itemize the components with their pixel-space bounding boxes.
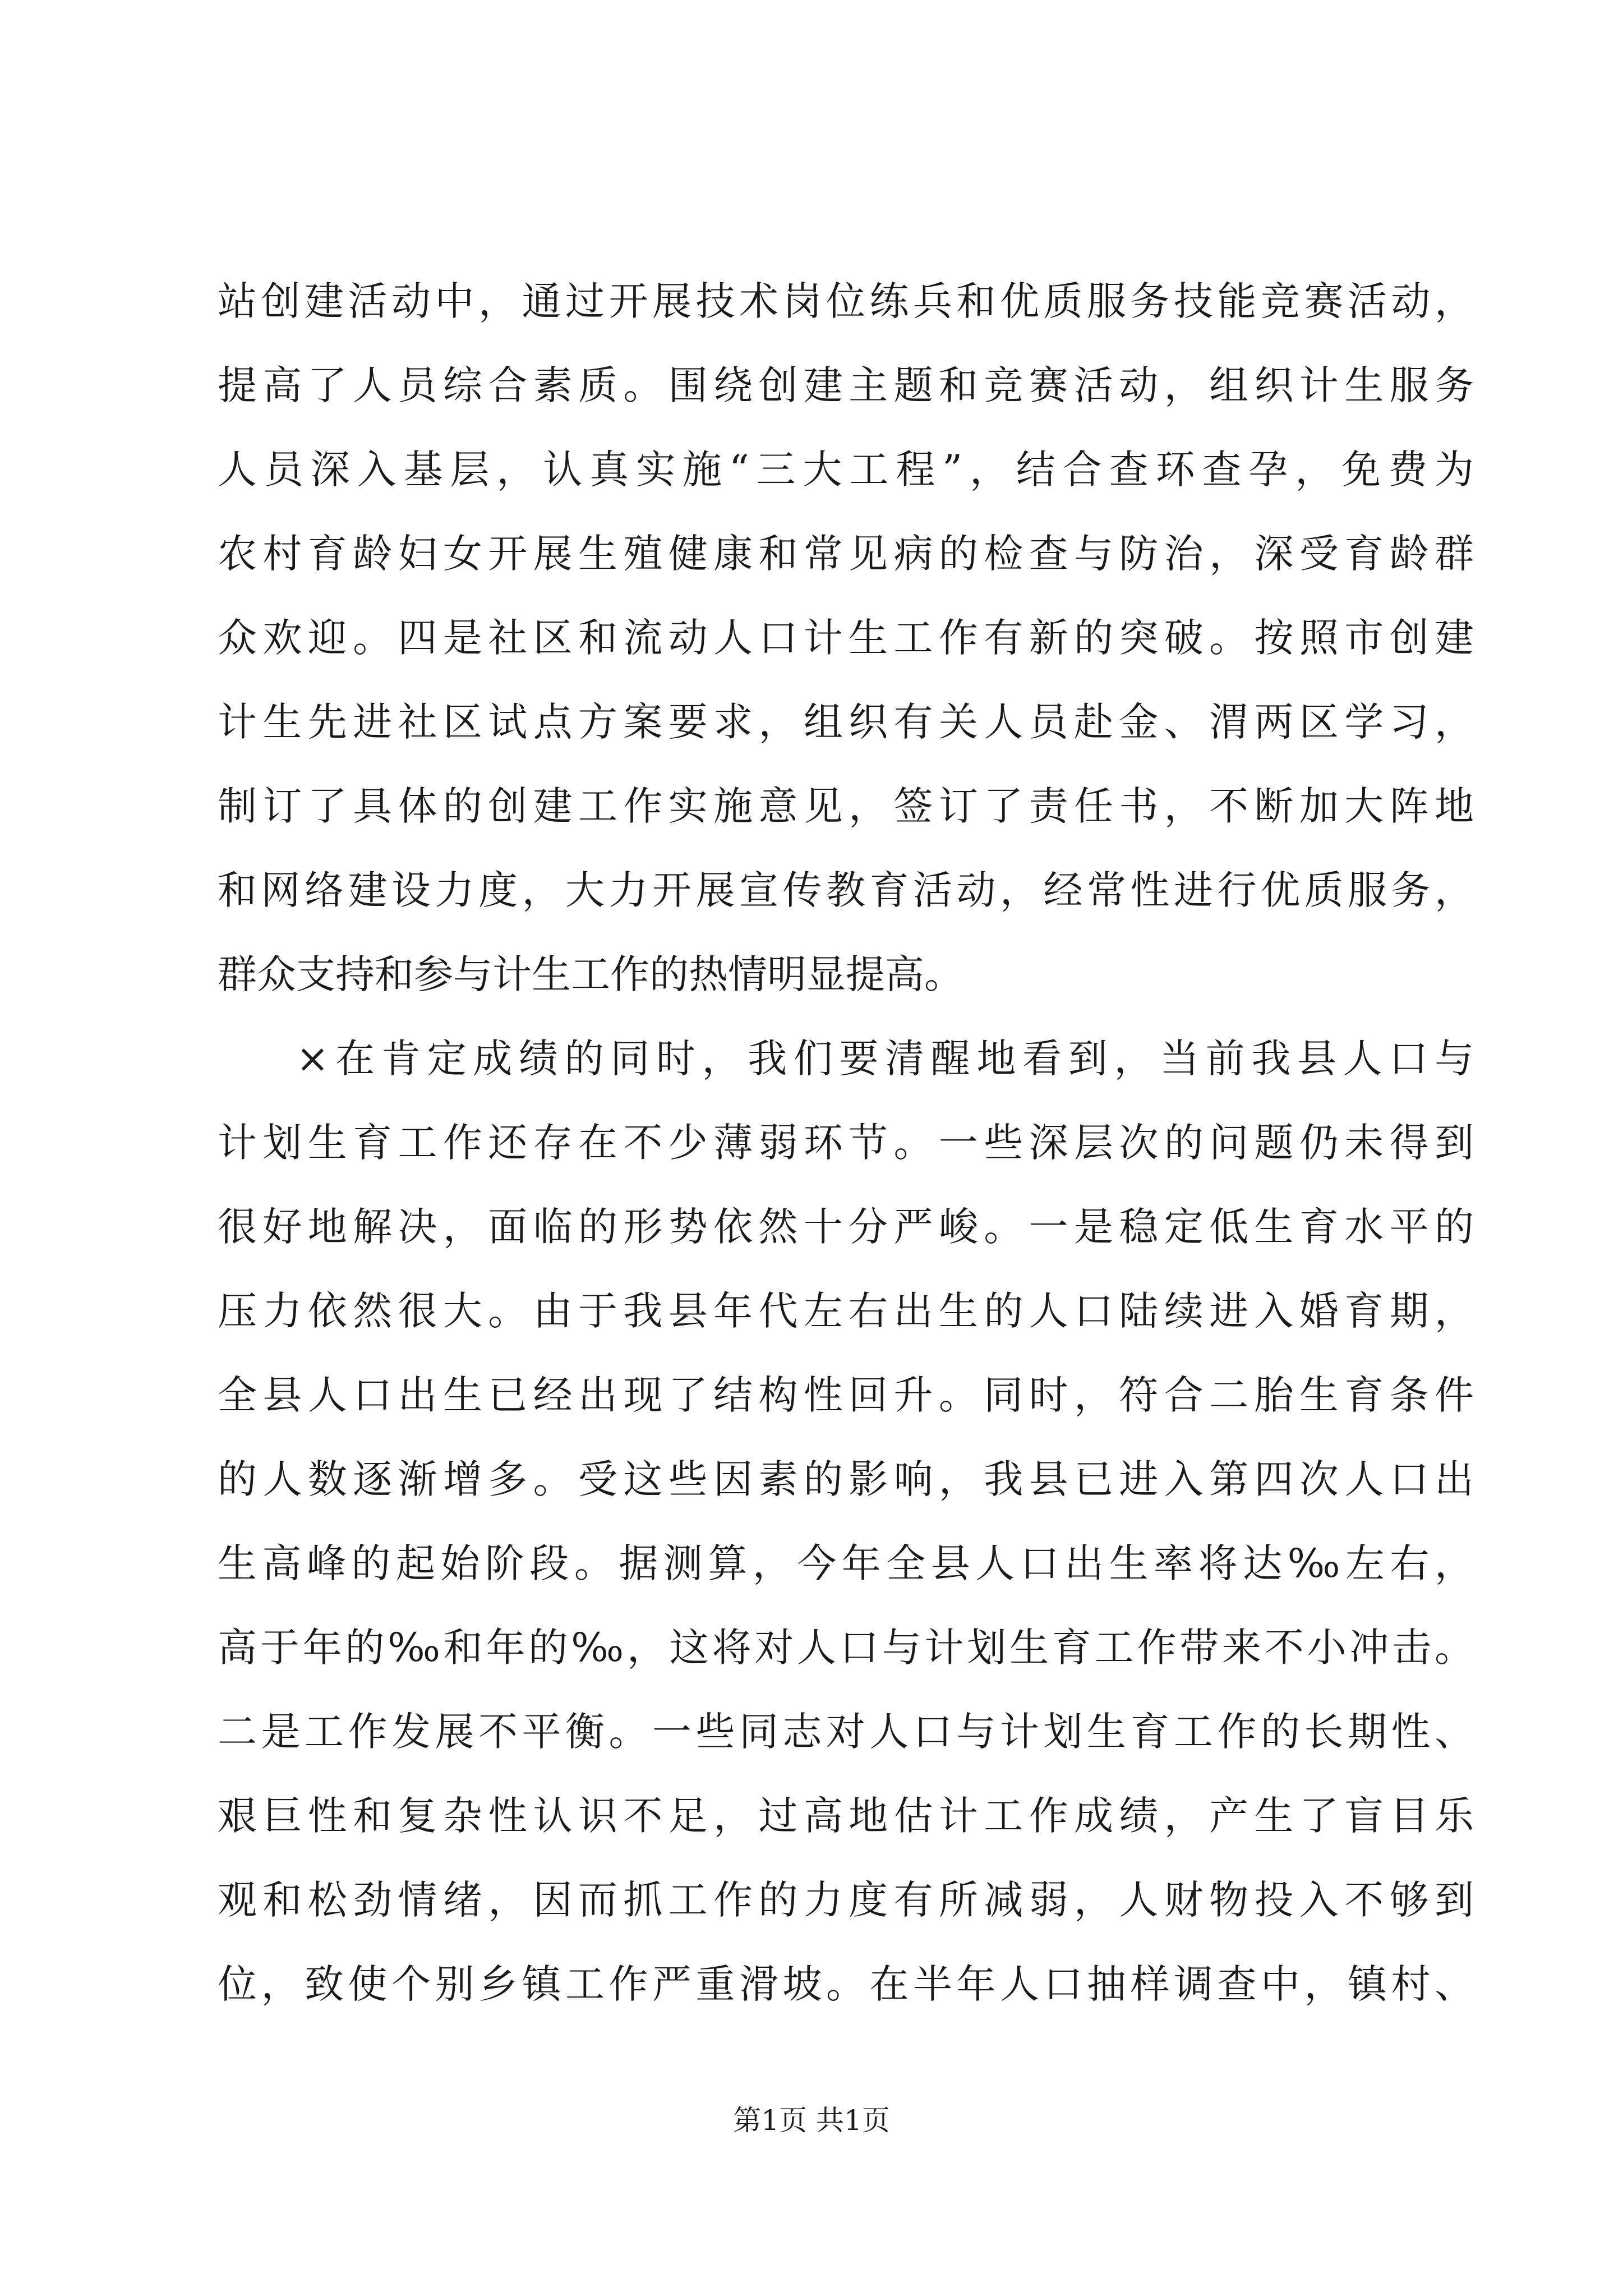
text-line: 二是工作发展不平衡。一些同志对人口与计划生育工作的长期性、: [218, 1709, 1474, 1755]
text-line: 全县人口出生已经出现了结构性回升。同时，符合二胎生育条件: [218, 1372, 1474, 1418]
text-line: 提高了人员综合素质。围绕创建主题和竞赛活动，组织计生服务: [218, 362, 1474, 408]
text-line: 压力依然很大。由于我县年代左右出生的人口陆续进入婚育期，: [218, 1288, 1474, 1334]
text-line: 的人数逐渐增多。受这些因素的影响，我县已进入第四次人口出: [218, 1456, 1474, 1502]
text-line: 位，致使个别乡镇工作严重滑坡。在半年人口抽样调查中，镇村、: [218, 1961, 1474, 2007]
text-line: 计生先进社区试点方案要求，组织有关人员赴金、渭两区学习，: [218, 699, 1474, 745]
text-line: 艰巨性和复杂性认识不足，过高地估计工作成绩，产生了盲目乐: [218, 1793, 1474, 1839]
text-line: 制订了具体的创建工作实施意见，签订了责任书，不断加大阵地: [218, 783, 1474, 829]
text-line: 人员深入基层，认真实施“三大工程”，结合查环查孕，免费为: [218, 447, 1474, 493]
text-line: 高于年的‰和年的‰，这将对人口与计划生育工作带来不小冲击。: [218, 1625, 1474, 1671]
text-line: 群众支持和参与计生工作的热情明显提高。: [218, 951, 963, 997]
text-line: 农村育龄妇女开展生殖健康和常见病的检查与防治，深受育龄群: [218, 531, 1474, 577]
text-line: 生高峰的起始阶段。据测算，今年全县人口出生率将达‰左右，: [218, 1540, 1474, 1586]
text-line: 众欢迎。四是社区和流动人口计生工作有新的突破。按照市创建: [218, 615, 1474, 661]
body-text: [218, 259, 1474, 2026]
text-line: 和网络建设力度，大力开展宣传教育活动，经常性进行优质服务，: [218, 867, 1474, 913]
text-line: 很好地解决，面临的形势依然十分严峻。一是稳定低生育水平的: [218, 1204, 1474, 1250]
text-line: 观和松劲情绪，因而抓工作的力度有所减弱，人财物投入不够到: [218, 1877, 1474, 1923]
text-line: 站创建活动中，通过开展技术岗位练兵和优质服务技能竞赛活动，: [218, 278, 1474, 324]
text-line: ×在肯定成绩的同时，我们要清醒地看到，当前我县人口与: [296, 1036, 1474, 1082]
page-footer: 第1页 共1页: [733, 2104, 890, 2137]
text-line: 计划生育工作还存在不少薄弱环节。一些深层次的问题仍未得到: [218, 1120, 1474, 1166]
